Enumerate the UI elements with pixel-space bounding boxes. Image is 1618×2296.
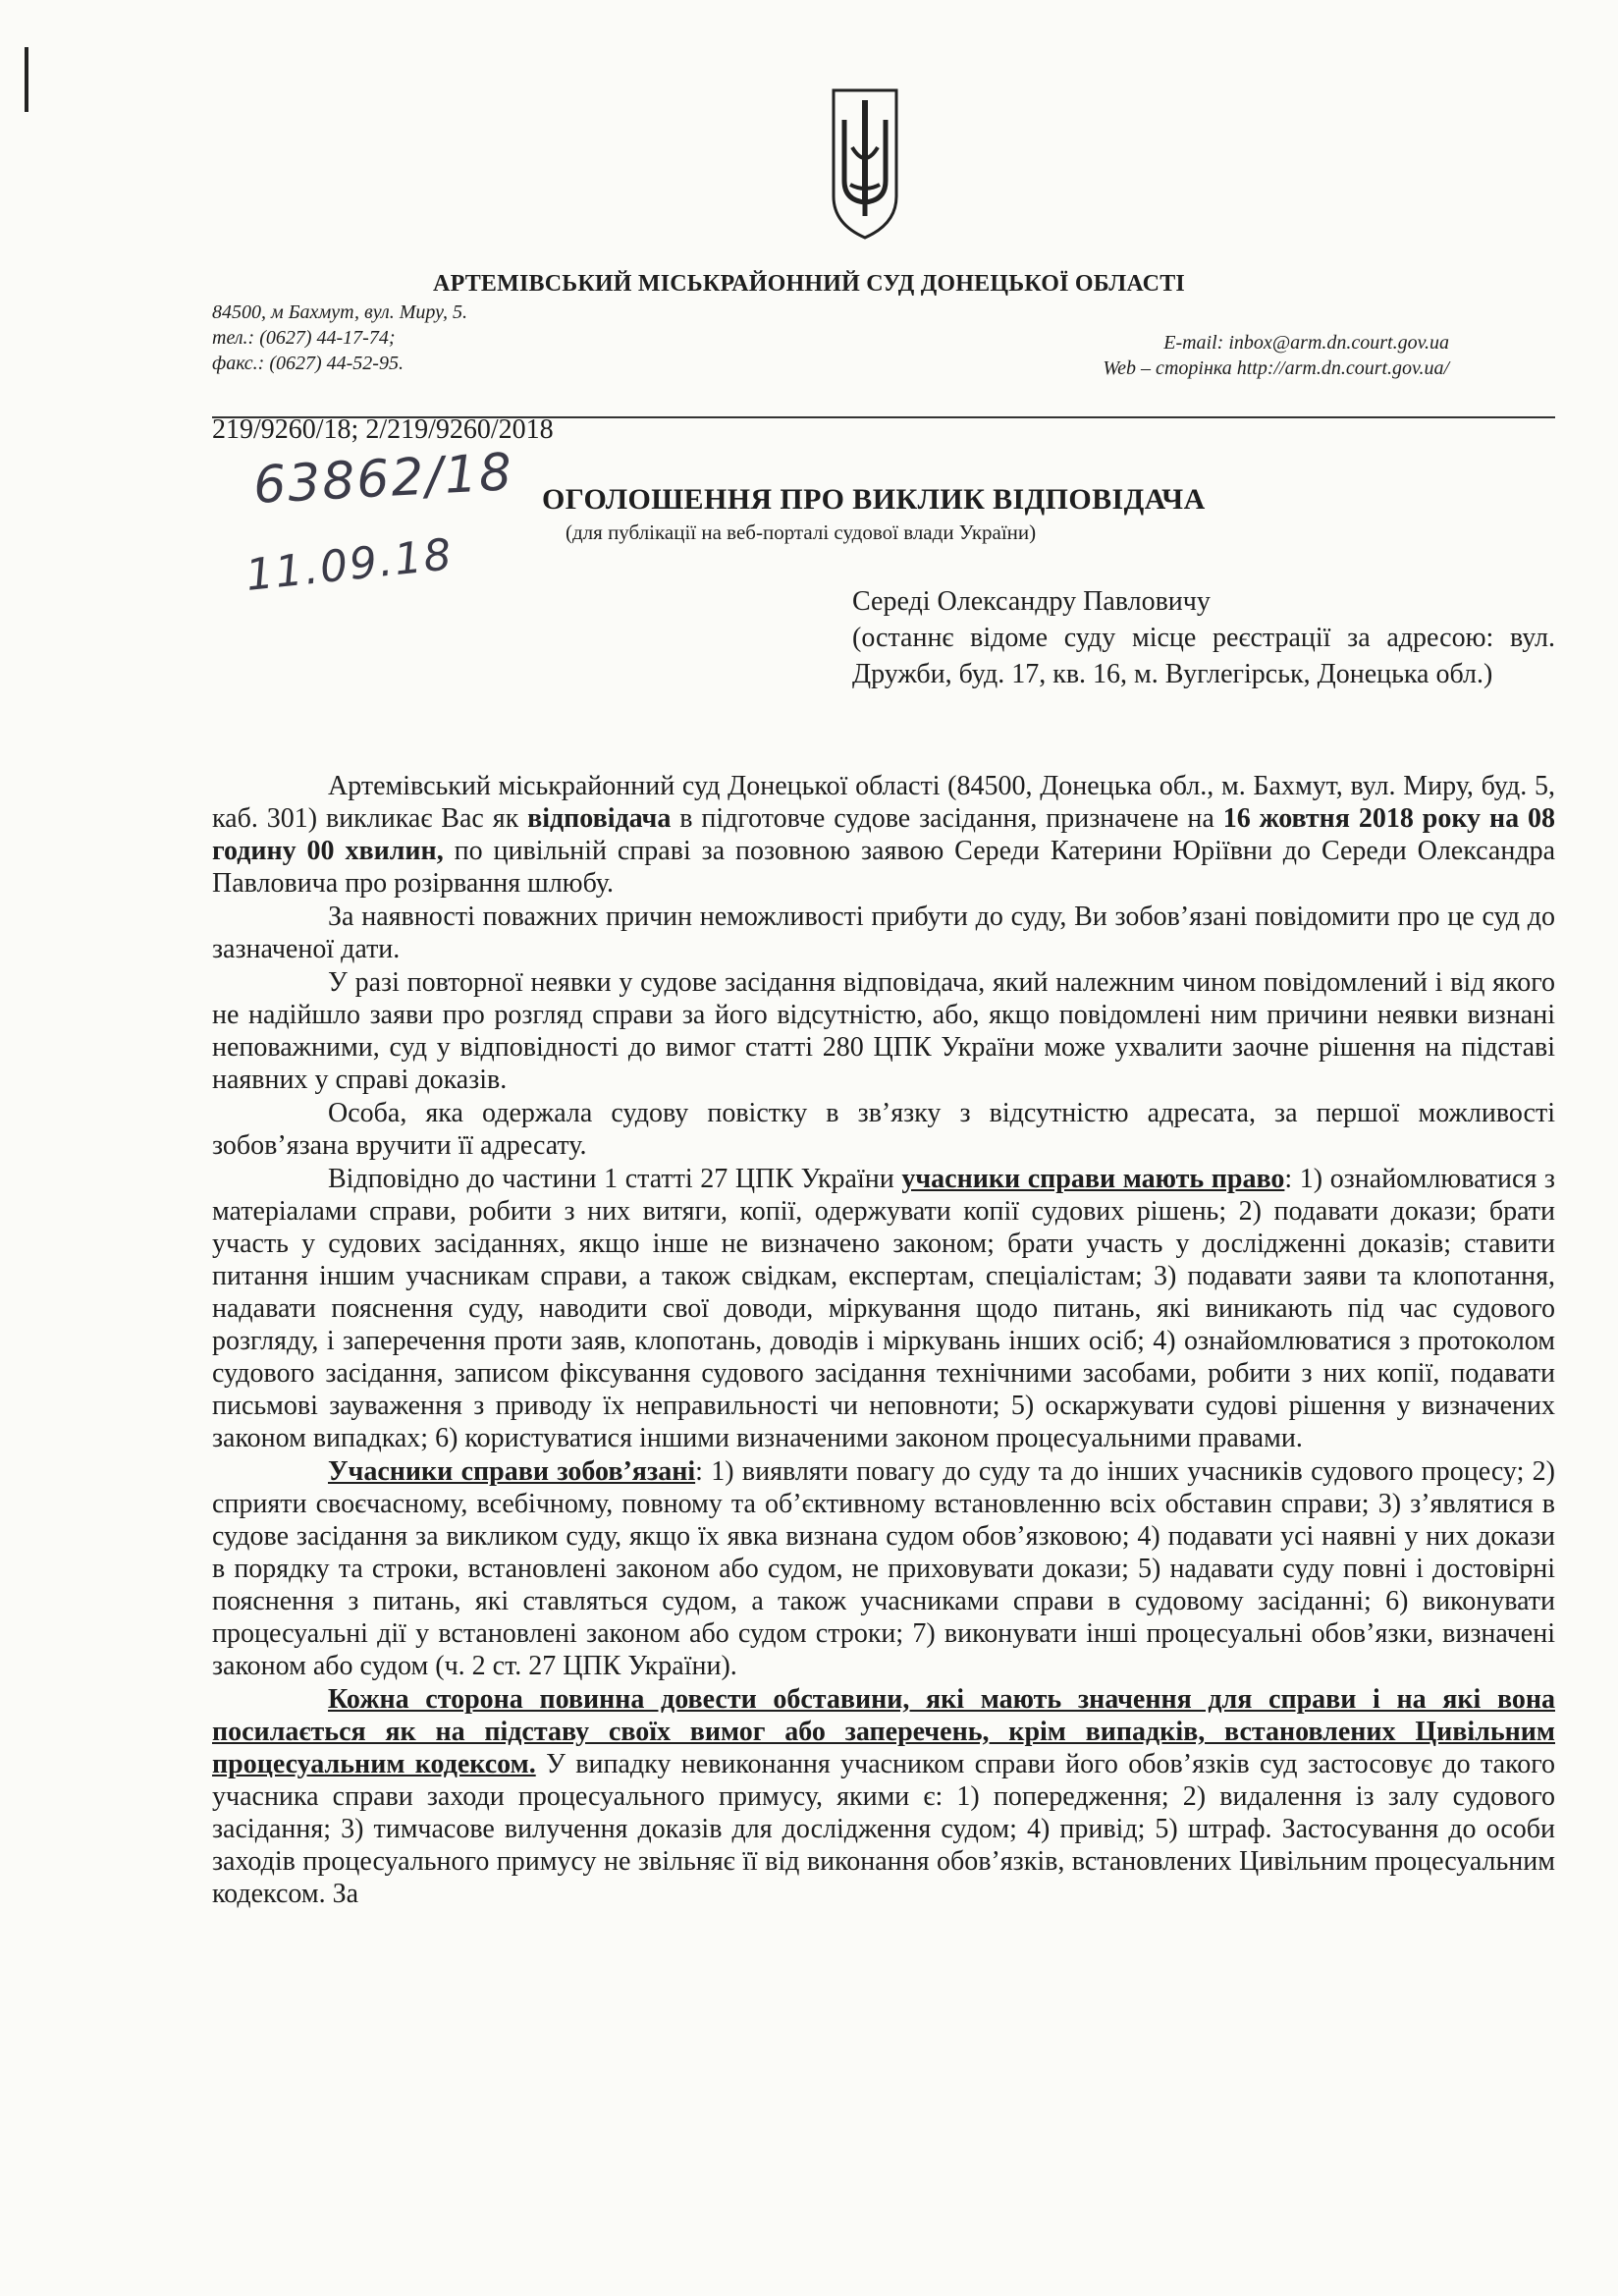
addressee-block xyxy=(852,583,1555,692)
court-name: АРТЕМІВСЬКИЙ МІСЬКРАЙОННИЙ СУД ДОНЕЦЬКОЇ ОБЛАСТІ xyxy=(433,271,1185,297)
paragraph-delivery: Особа, яка одержала судову повістку в зв’язку з відсутністю адресата, за першої можливості зобов’язана вручити її адресату. xyxy=(212,1098,1555,1161)
trident-emblem-icon xyxy=(831,86,899,242)
court-online-contacts xyxy=(1103,330,1449,381)
document-body xyxy=(212,770,1555,1911)
paragraph-burden-of-proof: Кожна сторона повинна довести обставини, які мають значення для справи і на які вона посилається як на підставу своїх вимог або заперечень, крім випадків, встановлених Цивільним процесуальним кодексом. У випадку невиконання учасником справи його обов’язків суд застосовує до такого учасника справи заходи процесуального примусу, якими є: 1) попередження; 2) видалення із залу судового засідання; 3) тимчасове вилучення доказів для дослідження судом; 4) привід; 5) штраф. Застосування до особи заходів процесуального примусу не звільняє її від виконання обов’язків, встановлених Цивільним процесуальним кодексом. За xyxy=(212,1684,1555,1909)
paragraph-notify: За наявності поважних причин неможливості прибути до суду, Ви зобов’язані повідомити про це суд до зазначеної дати. xyxy=(212,902,1555,964)
addressee-address: (останнє відоме суду місце реєстрації за адресою: вул. Дружби, буд. 17, кв. 16, м. Вуглегірськ, Донецька обл.) xyxy=(852,623,1555,689)
court-phone: тел.: (0627) 44-17-74; xyxy=(212,327,396,349)
court-contacts xyxy=(212,300,467,376)
page-edge-mark xyxy=(25,47,28,112)
paragraph-default-judgment: У разі повторної неявки у судове засідання відповідача, який належним чином повідомлений і від якого не надійшло заяви про розгляд справи за його відсутністю, або, якщо повідомлені ним причини неявки визнані неповажними, суд у відповідності до вимог статті 280 ЦПК України може ухвалити заочне рішення на підставі наявних у справі доказів. xyxy=(212,967,1555,1095)
paragraph-rights: Відповідно до частини 1 статті 27 ЦПК України учасники справи мають право: 1) ознайомлюватися з матеріалами справи, робити з них витяги, копії, одержувати копії судових рішень; 2) подавати докази; брати участь у судових засіданнях, якщо інше не визначено законом; брати участь у дослідженні доказів; ставити питання іншим учасникам справи, а також свідкам, експертам, спеціалістам; 3) подавати заяви та клопотання, надавати пояснення суду, наводити свої доводи, міркування щодо питань, які виникають під час судового розгляду, і заперечення проти заяв, клопотань, доводів і міркувань інших осіб; 4) ознайомлюватися з протоколом судового засідання, записом фіксування судового засідання технічними засобами, робити з них копії, подавати письмові зауваження з приводу їх неправильності чи неповноти; 5) оскаржувати судові рішення у визначених законом випадках; 6) користуватися іншими визначеними законом процесуальними правами. xyxy=(212,1164,1555,1453)
document-subtitle: (для публікації на веб-порталі судової влади України) xyxy=(566,520,1037,544)
court-email: E-mail: inbox@arm.dn.court.gov.ua xyxy=(1163,332,1449,354)
handwritten-reg-number: 63862/18 xyxy=(251,443,515,516)
court-address: 84500, м Бахмут, вул. Миру, 5. xyxy=(212,301,468,323)
paragraph-summons: Артемівський міськрайонний суд Донецької області (84500, Донецька обл., м. Бахмут, вул. Миру, буд. 5, каб. 301) викликає Вас як відповідача в підготовче судове засідання, призначене на 16 жовтня 2018 року на 08 годину 00 хвилин, по цивільній справі за позовною заявою Середи Катерини Юріївни до Середи Олександра Павловича про розірвання шлюбу. xyxy=(212,771,1556,899)
handwritten-date: 11.09.18 xyxy=(243,529,457,601)
coat-of-arms xyxy=(831,86,899,242)
addressee-name: Середі Олександру Павловичу xyxy=(852,586,1211,617)
court-fax: факс.: (0627) 44-52-95. xyxy=(212,353,404,374)
document-title: ОГОЛОШЕННЯ ПРО ВИКЛИК ВІДПОВІДАЧА xyxy=(542,483,1206,516)
court-website: Web – сторінка http://arm.dn.court.gov.ua/ xyxy=(1103,357,1449,379)
paragraph-duties: Учасники справи зобов’язані: 1) виявляти повагу до суду та до інших учасників судового процесу; 2) сприяти своєчасному, всебічному, повному та об’єктивному встановленню всіх обставин справи; 3) з’являтися в судове засідання за викликом суду, якщо їх явка визнана судом обов’язковою; 4) подавати усі наявні у них докази в порядку та строки, встановлені законом або судом, не приховувати докази; 5) надавати суду повні і достовірні пояснення з питань, які ставляться судом, а також учасниками справи в судовому засіданні; 6) виконувати процесуальні дії у встановлені законом або судом строки; 7) виконувати інші процесуальні обов’язки, визначені законом або судом (ч. 2 ст. 27 ЦПК України). xyxy=(212,1456,1555,1681)
case-number: 219/9260/18; 2/219/9260/2018 xyxy=(212,414,554,445)
